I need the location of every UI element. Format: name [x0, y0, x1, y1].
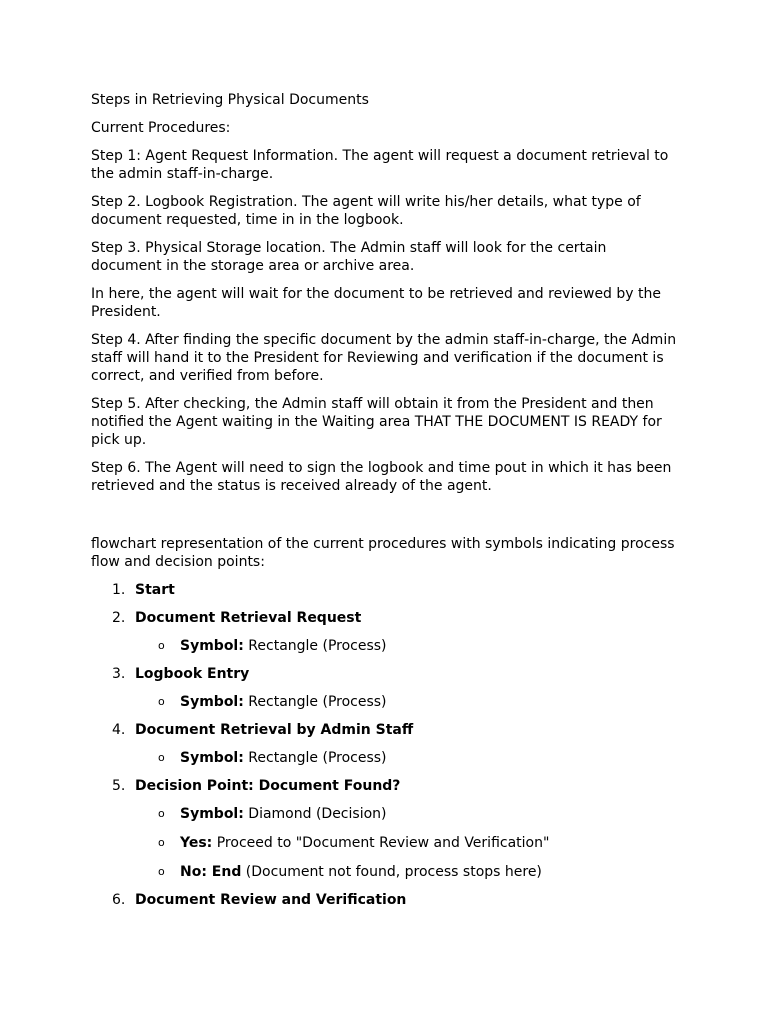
paragraph-step-3: Step 3. Physical Storage location. The Admin staff will look for the certain document in the storage area or archive area.: [91, 240, 607, 274]
flow-heading: Logbook Entry: [135, 666, 250, 682]
bullet-icon: o: [158, 639, 165, 652]
flowchart-list: [91, 581, 681, 909]
list-number: 3.: [112, 666, 126, 682]
sub-item-symbol: [135, 805, 681, 823]
paragraph-step-2: Step 2. Logbook Registration. The agent will write his/her details, what type of document requested, time in in the logbook.: [91, 194, 641, 228]
flow-item-decision-point: [91, 777, 681, 881]
sub-item-no: [135, 863, 681, 881]
paragraph-step-5: Step 5. After checking, the Admin staff will obtain it from the President and then notified the Agent waiting in the Waiting area THAT THE DOCUMENT IS READY for pick up.: [91, 396, 662, 448]
sub-list: [135, 749, 681, 767]
bullet-icon: o: [158, 751, 165, 764]
list-number: 4.: [112, 722, 126, 738]
flow-item-logbook-entry: [91, 665, 681, 711]
sub-item-text: Rectangle (Process): [243, 694, 387, 710]
bullet-icon: o: [158, 865, 165, 878]
flow-heading: Document Retrieval by Admin Staff: [135, 722, 414, 738]
flow-heading: Document Retrieval Request: [135, 610, 362, 626]
paragraph-waiting-note: In here, the agent will wait for the document to be retrieved and reviewed by the President.: [91, 286, 661, 320]
sub-item-yes: [135, 834, 681, 852]
sub-item-label: Symbol:: [180, 750, 244, 766]
flow-item-start: [91, 581, 681, 599]
sub-item-label: Symbol:: [180, 806, 244, 822]
sub-item-symbol: [135, 749, 681, 767]
flow-item-retrieval-by-admin: [91, 721, 681, 767]
list-number: 1.: [112, 582, 126, 598]
paragraph-step-4: Step 4. After finding the specific document by the admin staff-in-charge, the Admin staff will hand it to the President for Reviewing and verification if the document is correct, and verified from before.: [91, 332, 677, 384]
paragraph-step-1: Step 1: Agent Request Information. The agent will request a document retrieval to the admin staff-in-charge.: [91, 148, 669, 182]
sub-item-text: (Document not found, process stops here): [241, 864, 542, 880]
list-number: 2.: [112, 610, 126, 626]
sub-item-label: Symbol:: [180, 638, 244, 654]
sub-item-text: Rectangle (Process): [243, 638, 387, 654]
sub-list: [135, 693, 681, 711]
current-procedures-label: Current Procedures:: [91, 120, 231, 136]
sub-item-label: No: End: [180, 864, 242, 880]
flowchart-intro: flowchart representation of the current procedures with symbols indicating process flow and decision points:: [91, 536, 675, 570]
section-spacer: [91, 505, 681, 535]
sub-item-text: Rectangle (Process): [243, 750, 387, 766]
flow-item-review-verification: [91, 891, 681, 909]
sub-item-text: Diamond (Decision): [243, 806, 387, 822]
flow-item-document-retrieval-request: [91, 609, 681, 655]
sub-item-label: Yes:: [180, 835, 213, 851]
sub-list: [135, 805, 681, 881]
paragraph-step-6: Step 6. The Agent will need to sign the logbook and time pout in which it has been retrieved and the status is received already of the agent.: [91, 460, 672, 494]
flow-heading: Decision Point: Document Found?: [135, 778, 401, 794]
document-page: [91, 91, 681, 919]
bullet-icon: o: [158, 807, 165, 820]
sub-item-label: Symbol:: [180, 694, 244, 710]
list-number: 6.: [112, 892, 126, 908]
sub-list: [135, 637, 681, 655]
bullet-icon: o: [158, 695, 165, 708]
flow-heading: Document Review and Verification: [135, 892, 407, 908]
sub-item-text: Proceed to "Document Review and Verification": [212, 835, 550, 851]
sub-item-symbol: [135, 693, 681, 711]
document-title: Steps in Retrieving Physical Documents: [91, 92, 369, 108]
list-number: 5.: [112, 778, 126, 794]
flow-heading: Start: [135, 582, 175, 598]
sub-item-symbol: [135, 637, 681, 655]
bullet-icon: o: [158, 836, 165, 849]
